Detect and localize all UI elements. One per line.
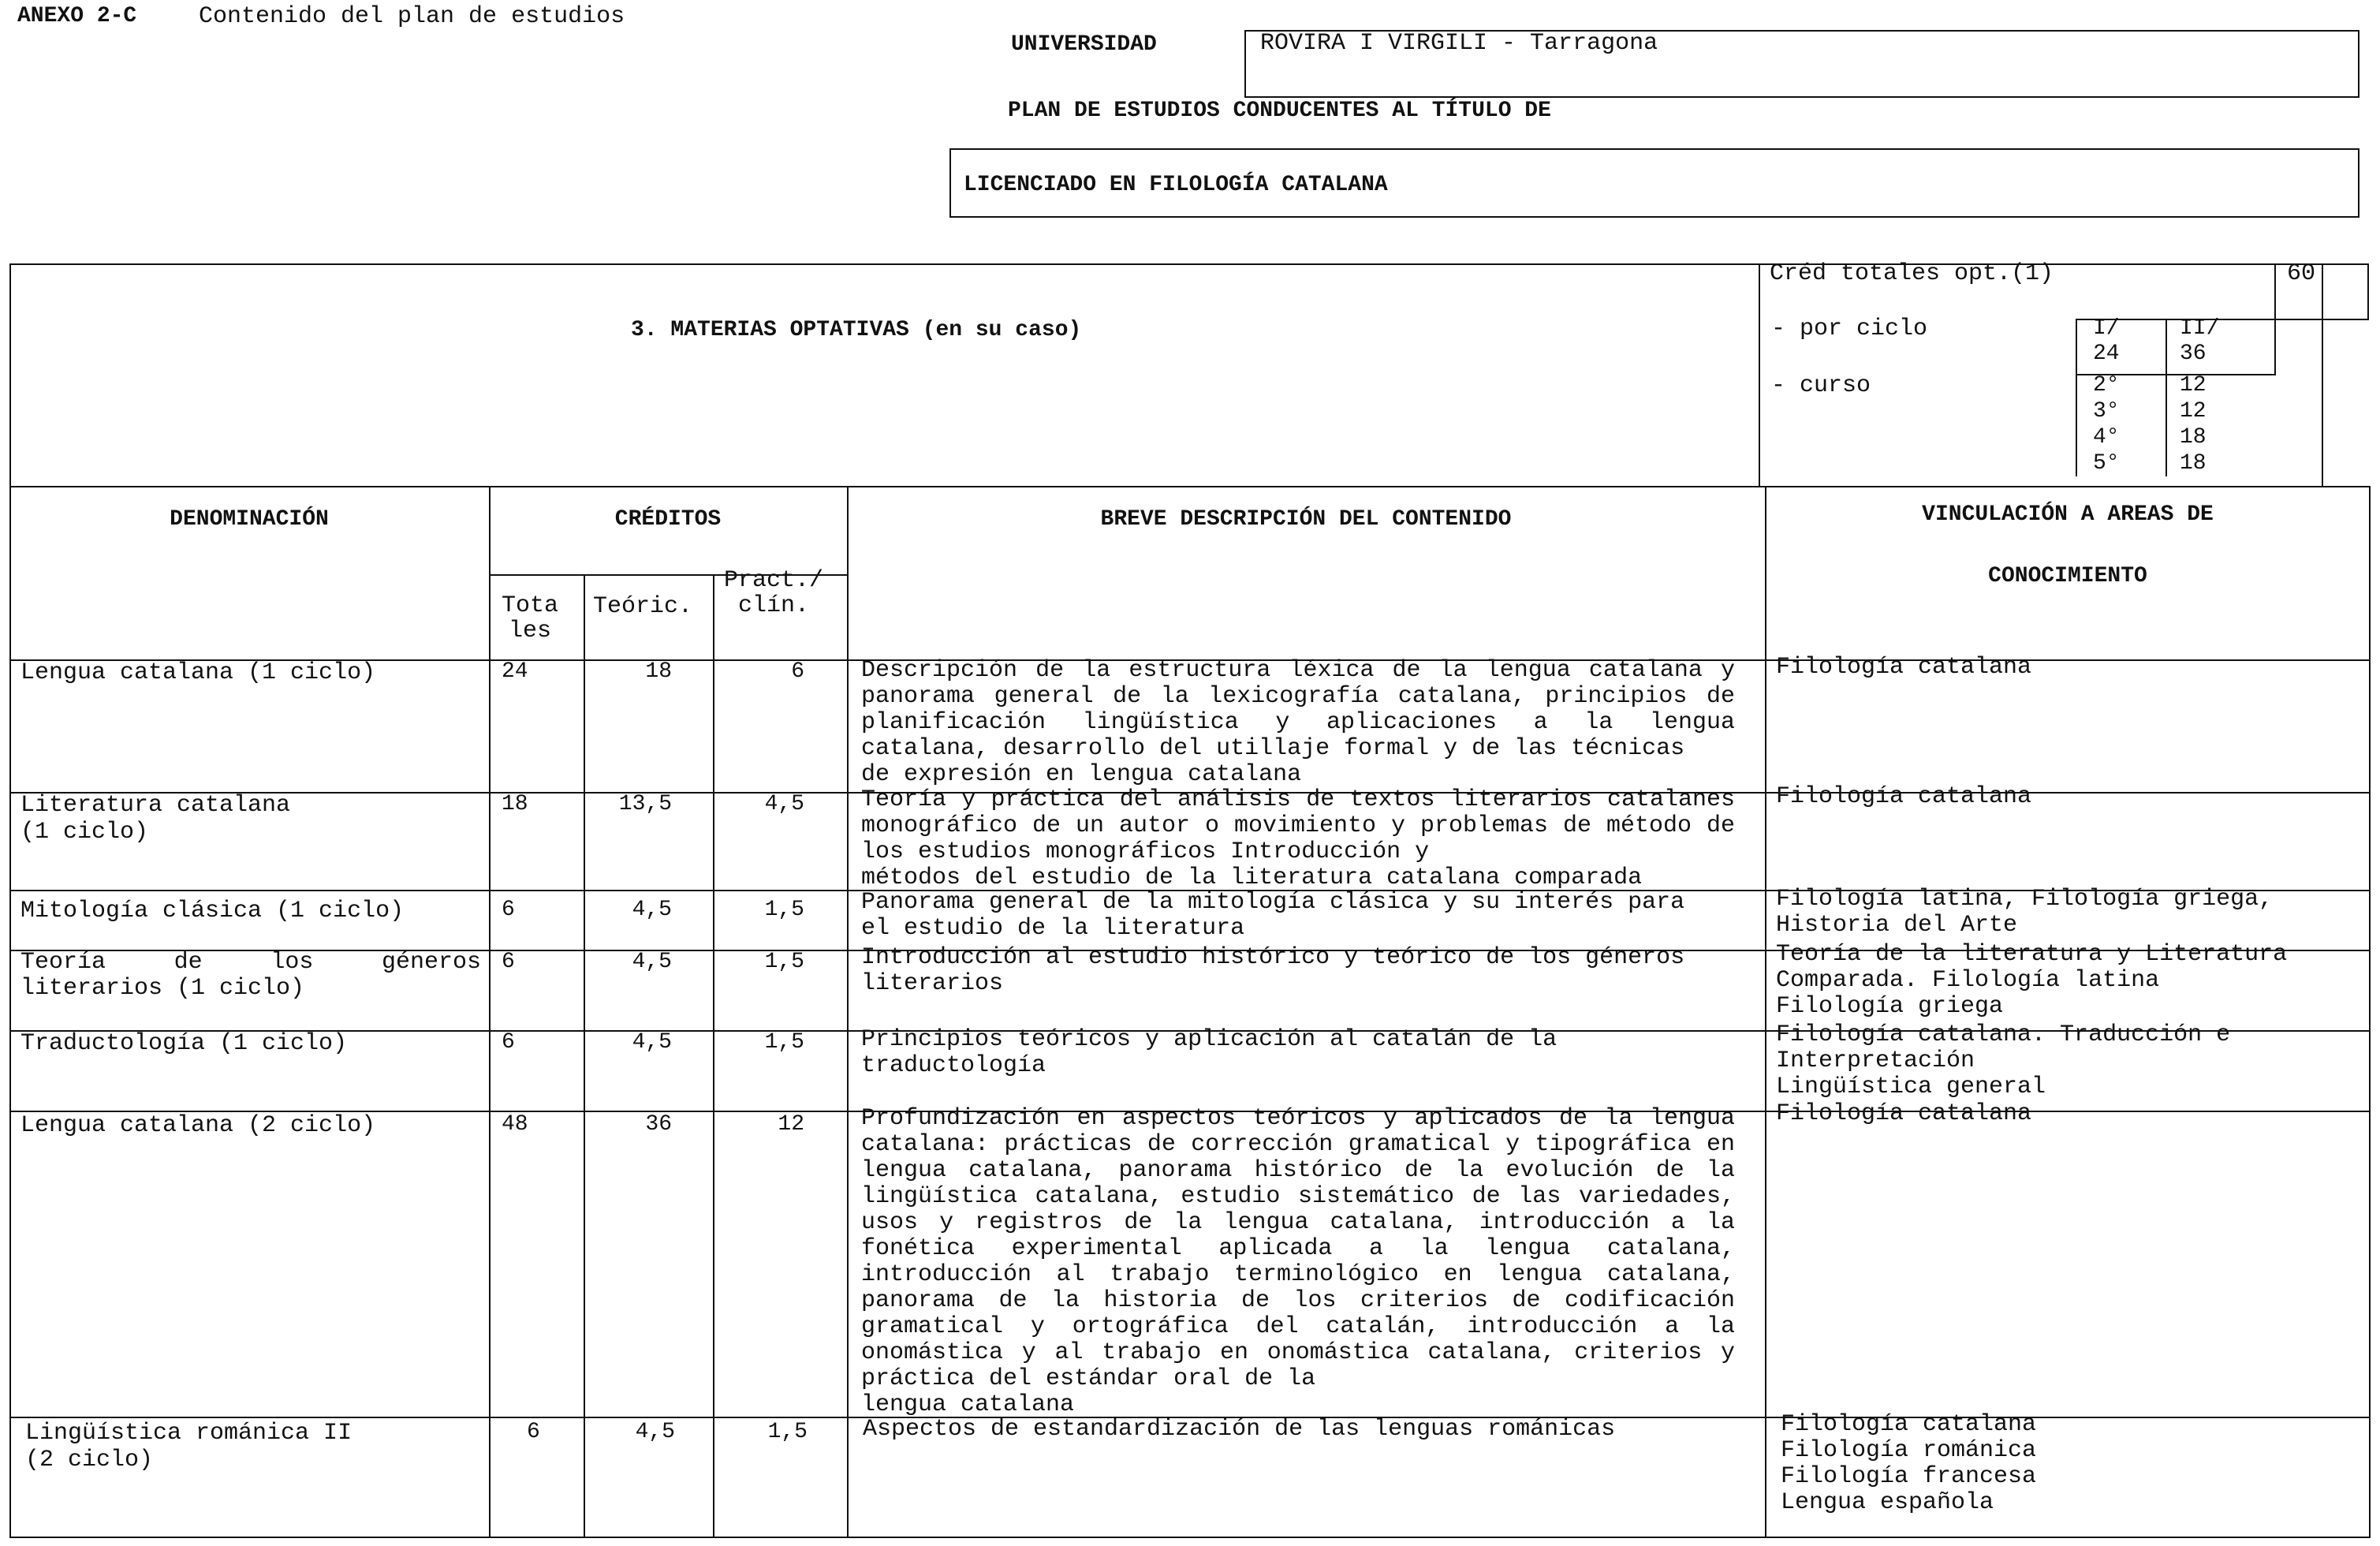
col-divider	[584, 574, 585, 1538]
row-description-last: el estudio de la literatura	[861, 915, 1245, 942]
row-description-last: métodos del estudio de la literatura catalana comparada	[861, 864, 1643, 891]
course-year: 2°	[2093, 373, 2120, 398]
course-credits: 12	[2180, 373, 2207, 398]
row-description	[861, 658, 1735, 788]
row-teoric: 36	[645, 1112, 672, 1137]
row-description	[861, 1027, 1735, 1079]
row-name-last: literarios (1 ciclo)	[21, 975, 305, 1002]
cycle-1-value: 24	[2093, 342, 2120, 366]
row-area: Filología catalana	[1776, 783, 2032, 810]
row-description-last: literarios	[861, 970, 1004, 997]
row-description-body: Descripción de la estructura léxica de la lengua catalana y panorama general de la lexicografía catalana, principios de planificación lingüística y aplicaciones a la lengua catalana, desarrollo del utillaje formal y de las técnicas	[861, 657, 1735, 762]
row-area: Filología catalana Filología románica Filología francesa Lengua española	[1781, 1411, 2037, 1516]
col-divider	[1765, 486, 1766, 1538]
row-description	[861, 787, 1735, 891]
row-name-first: Teoría de los géneros	[21, 949, 481, 976]
row-description	[861, 1106, 1735, 1418]
summary-divider	[1759, 263, 1760, 487]
cycle-divider	[2166, 319, 2167, 476]
course-credits: 12	[2180, 399, 2207, 424]
cycle-label: - por ciclo	[1771, 316, 1928, 342]
row-pract: 1,5	[767, 1420, 808, 1444]
row-name: Lengua catalana (1 ciclo)	[21, 659, 376, 686]
col-header-vinculacion-2: CONOCIMIENTO	[1988, 564, 2147, 588]
row-area: Filología latina, Filología griega, Historia del Arte	[1776, 886, 2274, 939]
row-teoric: 4,5	[635, 1420, 675, 1444]
row-description-last: traductología	[861, 1052, 1046, 1079]
course-label: - curso	[1771, 372, 1871, 399]
course-credits: 18	[2180, 425, 2207, 450]
row-pract: 4,5	[764, 792, 804, 816]
row-name: Traductología (1 ciclo)	[21, 1030, 348, 1057]
col-header-totales: Tota les	[502, 592, 559, 644]
annex-title: Contenido del plan de estudios	[199, 3, 625, 30]
degree-title: LICENCIADO EN FILOLOGÍA CATALANA	[964, 173, 1388, 197]
university-value: ROVIRA I VIRGILI - Tarragona	[1260, 30, 1658, 57]
row-description-body: Profundización en aspectos teóricos y aplicados de la lengua catalana: prácticas de corrección gramatical y tipográfica en lengua catalana, panorama histórico de la evolución de la lingüística catalana, estudio sistemático de las variedades, usos y registros de la lengua catalana, introducción a la fonética experimental aplicada a la lengua catalana, introducción al trabajo terminológico en lengua catalana, panorama de la historia de los criterios de codificación gramatical y ortográfica del catalán, introducción a la onomástica y al trabajo en onomástica catalana, criterios y práctica del estándar oral de la	[861, 1105, 1735, 1392]
row-total: 6	[502, 898, 515, 922]
summary-box	[9, 263, 2323, 487]
row-area: Filología catalana	[1776, 654, 2032, 681]
col-header-teoricos: Teóric.	[593, 593, 693, 620]
row-description-last: lengua catalana	[861, 1391, 1075, 1418]
row-area: Filología catalana. Traducción e Interpretación Lingüística general	[1776, 1021, 2231, 1100]
row-teoric: 4,5	[632, 1030, 672, 1055]
row-pract: 1,5	[764, 950, 804, 974]
cycle-1-header: I/	[2093, 316, 2120, 341]
col-divider	[713, 574, 714, 1538]
row-total: 6	[502, 950, 515, 974]
row-name: Literatura catalana (1 ciclo)	[21, 792, 291, 846]
row-description	[863, 1417, 1737, 1443]
row-description-last: Aspectos de estandardización de las lenguas románicas	[863, 1416, 1616, 1443]
row-teoric: 18	[645, 659, 672, 684]
row-pract: 6	[791, 659, 804, 684]
row-description-body: Introducción al estudio histórico y teórico de los géneros	[861, 944, 1685, 971]
row-description	[861, 890, 1735, 942]
row-pract: 1,5	[764, 1030, 804, 1055]
course-credits: 18	[2180, 451, 2207, 476]
col-header-denominacion: DENOMINACIÓN	[170, 507, 329, 532]
row-pract: 1,5	[764, 898, 804, 922]
plan-label: PLAN DE ESTUDIOS CONDUCENTES AL TÍTULO DE	[1008, 99, 1551, 123]
row-total: 6	[502, 1030, 515, 1055]
cycle-2-header: II/	[2180, 316, 2220, 341]
annex-code: ANEXO 2-C	[17, 4, 137, 28]
col-header-creditos: CRÉDITOS	[614, 507, 722, 532]
course-year: 5°	[2093, 451, 2120, 476]
row-name: Mitología clásica (1 ciclo)	[21, 898, 405, 924]
row-total: 24	[502, 659, 528, 684]
row-name: Lengua catalana (2 ciclo)	[21, 1112, 376, 1139]
row-name: Lingüística románica II (2 ciclo)	[25, 1420, 353, 1473]
row-total: 18	[502, 792, 528, 816]
col-header-practicos: Pract./ clín.	[724, 567, 824, 619]
row-area: Teoría de la literatura y Literatura Comparada. Filología latina Filología griega	[1776, 941, 2288, 1020]
row-area: Filología catalana	[1776, 1100, 2032, 1127]
section-title: 3. MATERIAS OPTATIVAS (en su caso)	[631, 318, 1082, 342]
row-teoric: 4,5	[632, 950, 672, 974]
row-name	[21, 950, 481, 1002]
total-credits-value: 60	[2287, 260, 2316, 287]
course-year: 4°	[2093, 425, 2120, 450]
row-teoric: 4,5	[632, 898, 672, 922]
row-pract: 12	[778, 1112, 804, 1137]
row-description-body: Principios teóricos y aplicación al catalán de la	[861, 1026, 1557, 1053]
course-left-border	[2076, 375, 2077, 476]
col-divider	[847, 486, 849, 1538]
col-divider	[489, 486, 491, 1538]
total-credits-label: Créd totales opt.(1)	[1770, 260, 2054, 287]
course-year: 3°	[2093, 399, 2120, 424]
row-description-last: de expresión en lengua catalana	[861, 761, 1302, 788]
row-description	[861, 945, 1735, 997]
row-total: 6	[527, 1420, 540, 1444]
row-description-body: Panorama general de la mitología clásica y su interés para	[861, 889, 1685, 916]
row-teoric: 13,5	[618, 792, 672, 816]
row-total: 48	[502, 1112, 528, 1137]
col-header-descripcion: BREVE DESCRIPCIÓN DEL CONTENIDO	[1100, 507, 1512, 532]
university-label: UNIVERSIDAD	[1011, 32, 1157, 57]
row-description-body: Teoría y práctica del análisis de textos literarios catalanes monográfico de un autor o movimiento y problemas de método de los estudios monográficos Introducción y	[861, 786, 1735, 865]
cycle-2-value: 36	[2180, 342, 2207, 366]
col-header-vinculacion-1: VINCULACIÓN A AREAS DE	[1922, 502, 2214, 527]
